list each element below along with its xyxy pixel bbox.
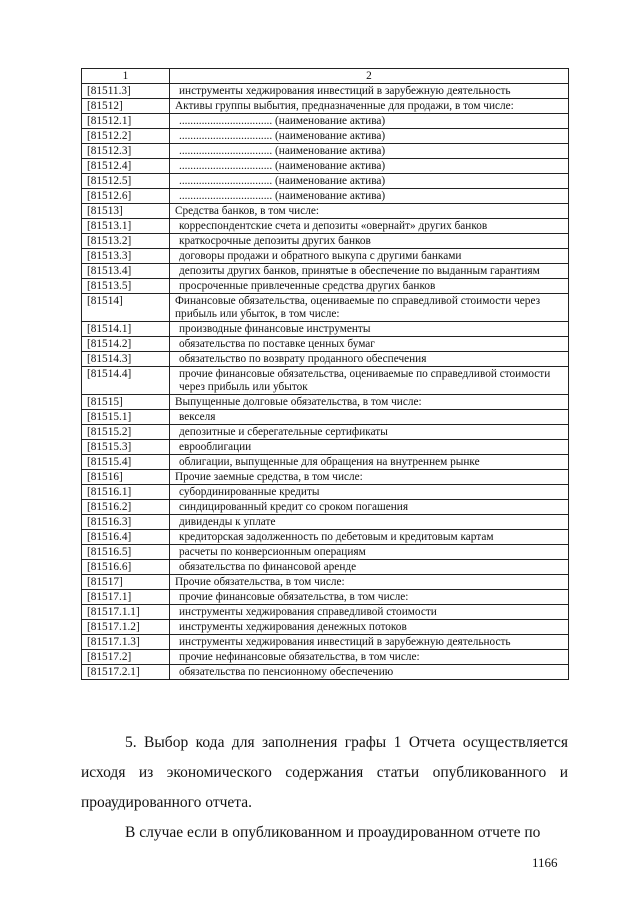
row-code: [81515.1] (82, 410, 170, 425)
table-row (82, 322, 569, 337)
row-name: Средства банков, в том числе: (170, 204, 569, 219)
row-code: [81512.3] (82, 144, 170, 159)
row-name: Прочие заемные средства, в том числе: (170, 470, 569, 485)
column-header-1: 1 (82, 69, 170, 84)
table-row (82, 279, 569, 294)
row-code: [81514.2] (82, 337, 170, 352)
row-code: [81512.6] (82, 189, 170, 204)
row-name: субординированные кредиты (170, 485, 569, 500)
table-row (82, 530, 569, 545)
table-row (82, 545, 569, 560)
row-name: договоры продажи и обратного выкупа с другими банками (170, 249, 569, 264)
table-row (82, 485, 569, 500)
row-name: прочие финансовые обязательства, оцениваемые по справедливой стоимости через прибыль или убыток (170, 367, 569, 395)
row-name: Прочие обязательства, в том числе: (170, 575, 569, 590)
table-row (82, 84, 569, 99)
row-code: [81517.2.1] (82, 665, 170, 680)
table-row (82, 159, 569, 174)
row-name: кредиторская задолженность по дебетовым и кредитовым картам (170, 530, 569, 545)
code-table (81, 68, 569, 680)
table-row (82, 219, 569, 234)
table-row (82, 440, 569, 455)
row-name: инструменты хеджирования справедливой стоимости (170, 605, 569, 620)
row-code: [81514.1] (82, 322, 170, 337)
table-row (82, 367, 569, 395)
row-code: [81516.4] (82, 530, 170, 545)
table-row (82, 515, 569, 530)
row-code: [81516] (82, 470, 170, 485)
row-name: еврооблигации (170, 440, 569, 455)
row-name: краткосрочные депозиты других банков (170, 234, 569, 249)
table-row (82, 234, 569, 249)
table-row (82, 410, 569, 425)
row-name: дивиденды к уплате (170, 515, 569, 530)
row-name: ................................. (наименование актива) (170, 174, 569, 189)
row-name: депозиты других банков, принятые в обеспечение по выданным гарантиям (170, 264, 569, 279)
table-row (82, 352, 569, 367)
row-code: [81516.1] (82, 485, 170, 500)
table-row (82, 575, 569, 590)
row-name: прочие финансовые обязательства, в том числе: (170, 590, 569, 605)
row-code: [81517] (82, 575, 170, 590)
table-row (82, 99, 569, 114)
row-code: [81515.3] (82, 440, 170, 455)
row-name: Финансовые обязательства, оцениваемые по справедливой стоимости через прибыль или убыток, в том числе: (170, 294, 569, 322)
row-name: обязательство по возврату проданного обеспечения (170, 352, 569, 367)
row-name: корреспондентские счета и депозиты «овернайт» других банков (170, 219, 569, 234)
table-row (82, 249, 569, 264)
row-code: [81516.3] (82, 515, 170, 530)
row-code: [81511.3] (82, 84, 170, 99)
row-code: [81512.1] (82, 114, 170, 129)
row-name: обязательства по пенсионному обеспечению (170, 665, 569, 680)
table-row (82, 650, 569, 665)
row-code: [81512.2] (82, 129, 170, 144)
table-row (82, 470, 569, 485)
row-code: [81516.6] (82, 560, 170, 575)
table-row (82, 500, 569, 515)
table-row (82, 395, 569, 410)
table-row (82, 264, 569, 279)
row-name: обязательства по финансовой аренде (170, 560, 569, 575)
row-code: [81514.3] (82, 352, 170, 367)
table-row (82, 665, 569, 680)
row-name: инструменты хеджирования инвестиций в зарубежную деятельность (170, 635, 569, 650)
page-number: 1166 (532, 855, 558, 870)
row-code: [81516.2] (82, 500, 170, 515)
table-row (82, 174, 569, 189)
row-name: облигации, выпущенные для обращения на внутреннем рынке (170, 455, 569, 470)
table-row (82, 144, 569, 159)
table-header-row (82, 69, 569, 84)
row-code: [81513.1] (82, 219, 170, 234)
table-row (82, 605, 569, 620)
row-name: ................................. (наименование актива) (170, 129, 569, 144)
row-code: [81516.5] (82, 545, 170, 560)
table-row (82, 337, 569, 352)
row-code: [81517.1.2] (82, 620, 170, 635)
row-name: расчеты по конверсионным операциям (170, 545, 569, 560)
row-code: [81513.5] (82, 279, 170, 294)
table-row (82, 425, 569, 440)
table-row (82, 189, 569, 204)
row-name: обязательства по поставке ценных бумаг (170, 337, 569, 352)
paragraph-item-5: 5. Выбор кода для заполнения графы 1 Отчета осуществляется исходя из экономического содержания статьи опубликованного и проаудированного отчета. (81, 734, 568, 811)
row-name: просроченные привлеченные средства других банков (170, 279, 569, 294)
row-name: ................................. (наименование актива) (170, 144, 569, 159)
table-row (82, 590, 569, 605)
row-code: [81514.4] (82, 367, 170, 395)
row-name: ................................. (наименование актива) (170, 114, 569, 129)
row-code: [81515.2] (82, 425, 170, 440)
table-row (82, 294, 569, 322)
row-code: [81512.5] (82, 174, 170, 189)
row-name: Активы группы выбытия, предназначенные для продажи, в том числе: (170, 99, 569, 114)
row-name: прочие нефинансовые обязательства, в том числе: (170, 650, 569, 665)
table-row (82, 560, 569, 575)
row-name: Выпущенные долговые обязательства, в том числе: (170, 395, 569, 410)
row-name: ................................. (наименование актива) (170, 159, 569, 174)
column-header-2: 2 (170, 69, 569, 84)
row-name: депозитные и сберегательные сертификаты (170, 425, 569, 440)
table-row (82, 455, 569, 470)
row-code: [81515.4] (82, 455, 170, 470)
row-code: [81512.4] (82, 159, 170, 174)
table-body (82, 84, 569, 680)
row-code: [81517.1] (82, 590, 170, 605)
row-code: [81513] (82, 204, 170, 219)
row-code: [81512] (82, 99, 170, 114)
row-name: инструменты хеджирования денежных потоков (170, 620, 569, 635)
row-code: [81517.1.3] (82, 635, 170, 650)
table-row (82, 204, 569, 219)
row-name: инструменты хеджирования инвестиций в зарубежную деятельность (170, 84, 569, 99)
paragraph-continuation: В случае если в опубликованном и проаудированном отчете по (125, 824, 541, 841)
table-row (82, 129, 569, 144)
row-name: производные финансовые инструменты (170, 322, 569, 337)
row-name: ................................. (наименование актива) (170, 189, 569, 204)
row-name: векселя (170, 410, 569, 425)
row-name: синдицированный кредит со сроком погашения (170, 500, 569, 515)
row-code: [81517.2] (82, 650, 170, 665)
row-code: [81513.3] (82, 249, 170, 264)
row-code: [81513.4] (82, 264, 170, 279)
table-row (82, 620, 569, 635)
table-row (82, 114, 569, 129)
row-code: [81513.2] (82, 234, 170, 249)
row-code: [81514] (82, 294, 170, 322)
row-code: [81515] (82, 395, 170, 410)
row-code: [81517.1.1] (82, 605, 170, 620)
table-row (82, 635, 569, 650)
